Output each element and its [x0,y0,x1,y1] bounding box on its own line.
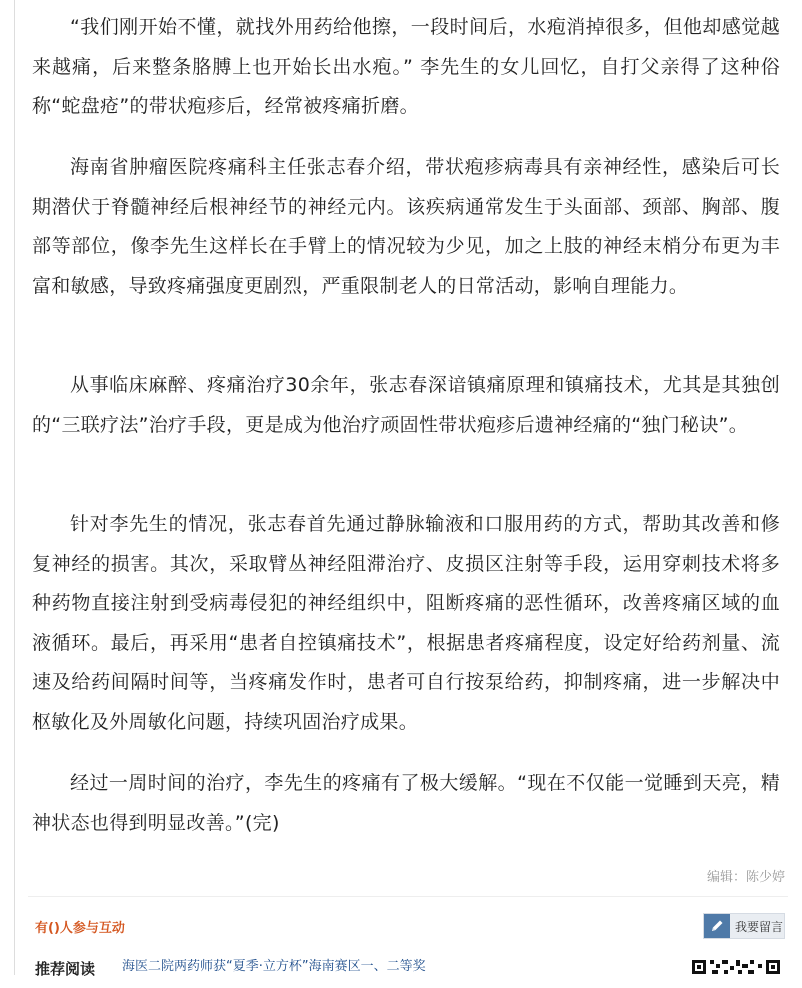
recommended-article-link[interactable]: 海医二院两药师获“夏季·立方杯”海南赛区一、二等奖 [122,959,426,974]
divider [28,896,788,897]
qr-code-icon [692,958,780,988]
leave-comment-button[interactable] [703,913,785,939]
leave-comment-label: 我要留言 [735,919,784,934]
comment-count: 有()人参与互动 [35,921,125,936]
left-border-line [14,0,15,975]
pen-icon [704,914,730,938]
article-paragraph-3: 从事临床麻醉、疼痛治疗30余年，张志春深谙镇痛原理和镇痛技术，尤其是其独创的“三联疗法”治疗手段，更是成为他治疗顽固性带状疱疹后遗神经痛的“独门秘诀”。 [32,374,780,436]
recommended-reading-heading: 推荐阅读 [35,960,96,978]
article-paragraph-1: “我们刚开始不懂，就找外用药给他擦，一段时间后，水疱消掉很多，但他却感觉越来越痛，后来整条胳膊上也开始长出水疱。” 李先生的女儿回忆，自打父亲得了这种俗称“蛇盘疮”的带状疱疹后，经常被疼痛折磨。 [32,16,780,117]
article-paragraph-4: 针对李先生的情况，张志春首先通过静脉输液和口服用药的方式，帮助其改善和修复神经的损害。其次，采取臂丛神经阻滞治疗、皮损区注射等手段，运用穿刺技术将多种药物直接注射到受病毒侵犯的神经组织中，阻断疼痛的恶性循环，改善疼痛区域的血液循环。最后，再采用“患者自控镇痛技术”，根据患者疼痛程度，设定好给药剂量、流速及给药间隔时间等，当疼痛发作时，患者可自行按泵给药，抑制疼痛，进一步解决中枢敏化及外周敏化问题，持续巩固治疗成果。 [32,513,780,733]
article-paragraph-2: 海南省肿瘤医院疼痛科主任张志春介绍，带状疱疹病毒具有亲神经性，感染后可长期潜伏于脊髓神经后根神经节的神经元内。该疾病通常发生于头面部、颈部、胸部、腹部等部位，像李先生这样长在手臂上的情况较为少见，加之上肢的神经末梢分布更为丰富和敏感，导致疼痛强度更剧烈，严重限制老人的日常活动，影响自理能力。 [32,156,780,297]
editor-credit: 编辑：陈少婷 [706,870,785,885]
article-paragraph-5: 经过一周时间的治疗，李先生的疼痛有了极大缓解。“现在不仅能一觉睡到天亮，精神状态也得到明显改善。”(完) [32,772,780,834]
